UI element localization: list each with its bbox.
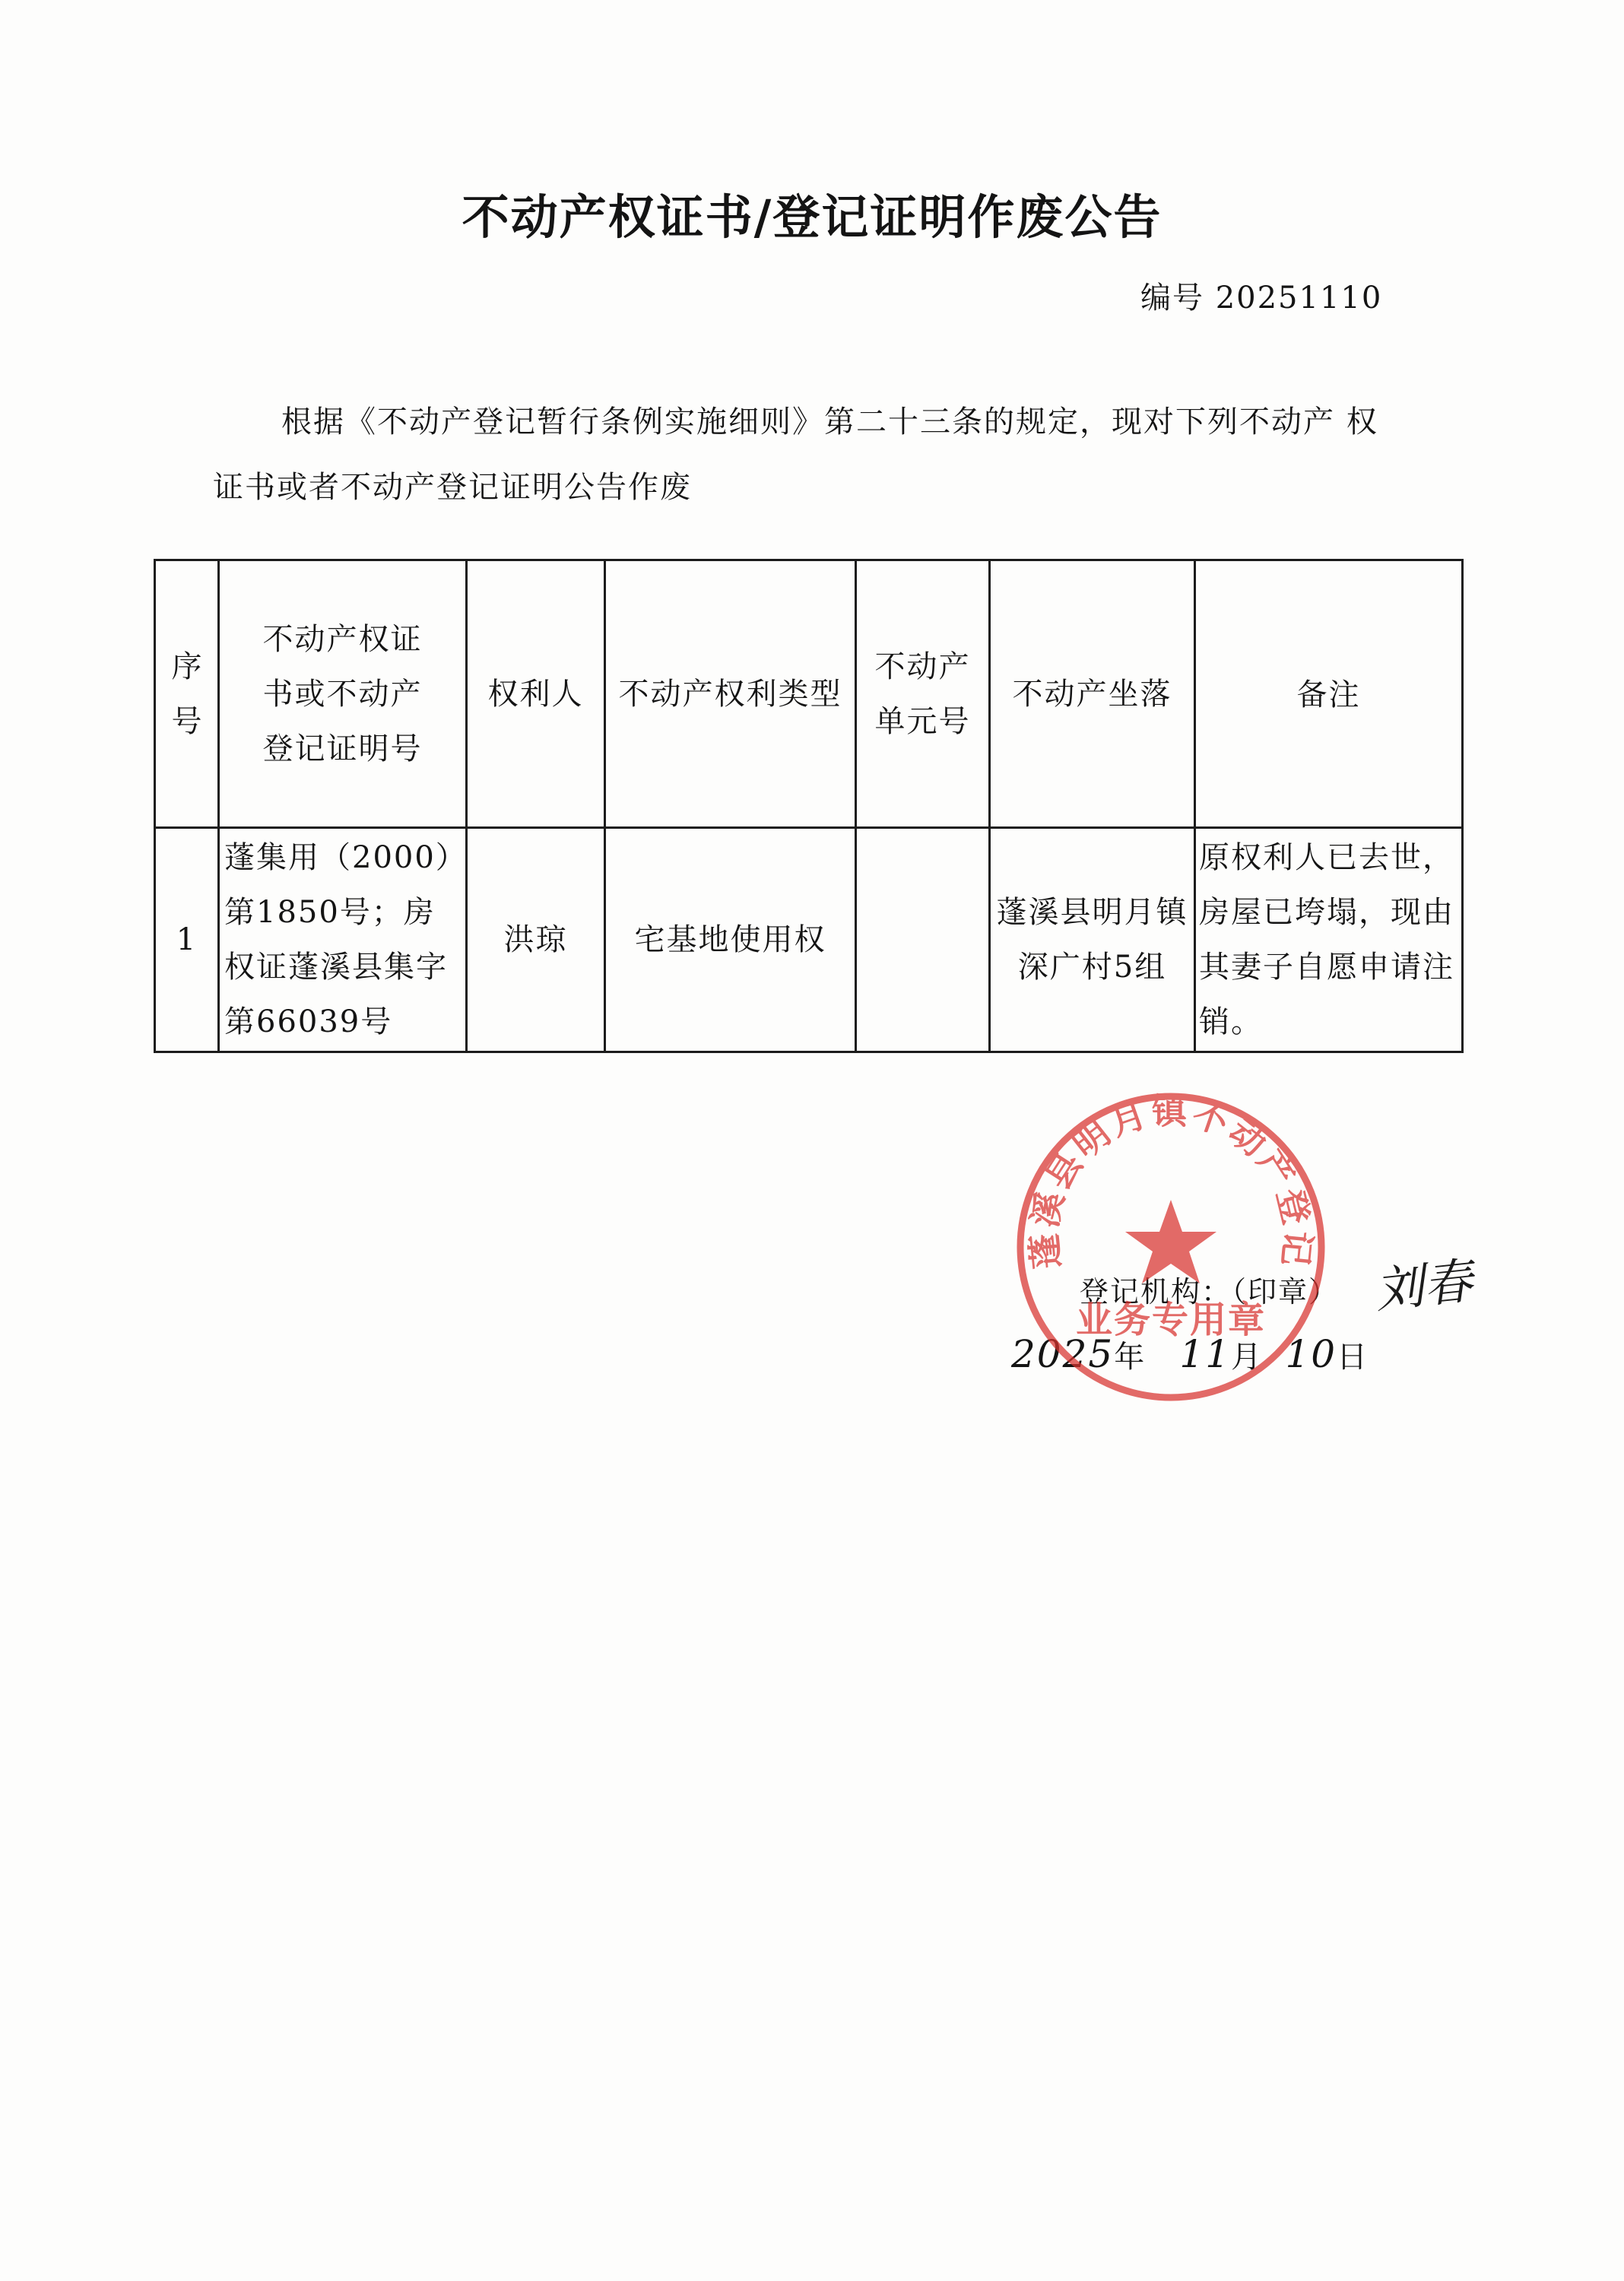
date-day-unit: 日: [1337, 1340, 1369, 1375]
header-unit-no: 不动产单元号: [856, 560, 990, 828]
seal-bottom-text: 业务专用章: [1075, 1299, 1267, 1341]
cell-unit-no: [856, 828, 990, 1052]
void-certificate-table: [154, 559, 1464, 1053]
document-title: 不动产权证书/登记证明作废公告: [462, 189, 1162, 245]
table-row: [155, 828, 1463, 1052]
date-year: 2025: [1011, 1332, 1115, 1376]
header-right-type: 不动产权利类型: [605, 560, 856, 828]
cell-holder: 洪琼: [467, 828, 605, 1052]
header-remark: 备注: [1195, 560, 1463, 828]
handwritten-signature: 刘春: [1372, 1253, 1476, 1320]
intro-paragraph: [213, 389, 1429, 520]
seal-top-text: 蓬溪县明月镇不动产登记: [1023, 1090, 1319, 1271]
intro-line-1: 根据《不动产登记暂行条例实施细则》第二十三条的规定，现对下列不动产 权: [281, 404, 1378, 439]
seal-star-icon: [1125, 1200, 1216, 1283]
official-seal: [1011, 1087, 1331, 1407]
intro-line-2: 证书或者不动产登记证明公告作废: [213, 470, 692, 505]
date-month: 11: [1179, 1332, 1232, 1376]
header-location: 不动产坐落: [990, 560, 1195, 828]
document-number: 编号 20251110: [1140, 281, 1383, 316]
header-seq: 序号: [155, 560, 219, 828]
header-cert-no: 不动产权证书或不动产登记证明号: [219, 560, 467, 828]
date-year-unit: 年: [1114, 1340, 1147, 1375]
header-holder: 权利人: [467, 560, 605, 828]
cell-right-type: 宅基地使用权: [605, 828, 856, 1052]
date-day: 10: [1285, 1332, 1337, 1376]
cell-remark: 原权利人已去世，房屋已垮塌，现由其妻子自愿申请注销。: [1195, 828, 1463, 1052]
cell-cert-no: 蓬集用（2000）第1850号；房权证蓬溪县集字第66039号: [219, 828, 467, 1052]
cell-location: 蓬溪县明月镇深广村5组: [990, 828, 1195, 1052]
registry-org-label: 登记机构：（印章）: [1080, 1275, 1340, 1309]
cell-seq: 1: [155, 828, 219, 1052]
date-month-unit: 月: [1231, 1340, 1264, 1375]
table-header-row: [155, 560, 1463, 828]
